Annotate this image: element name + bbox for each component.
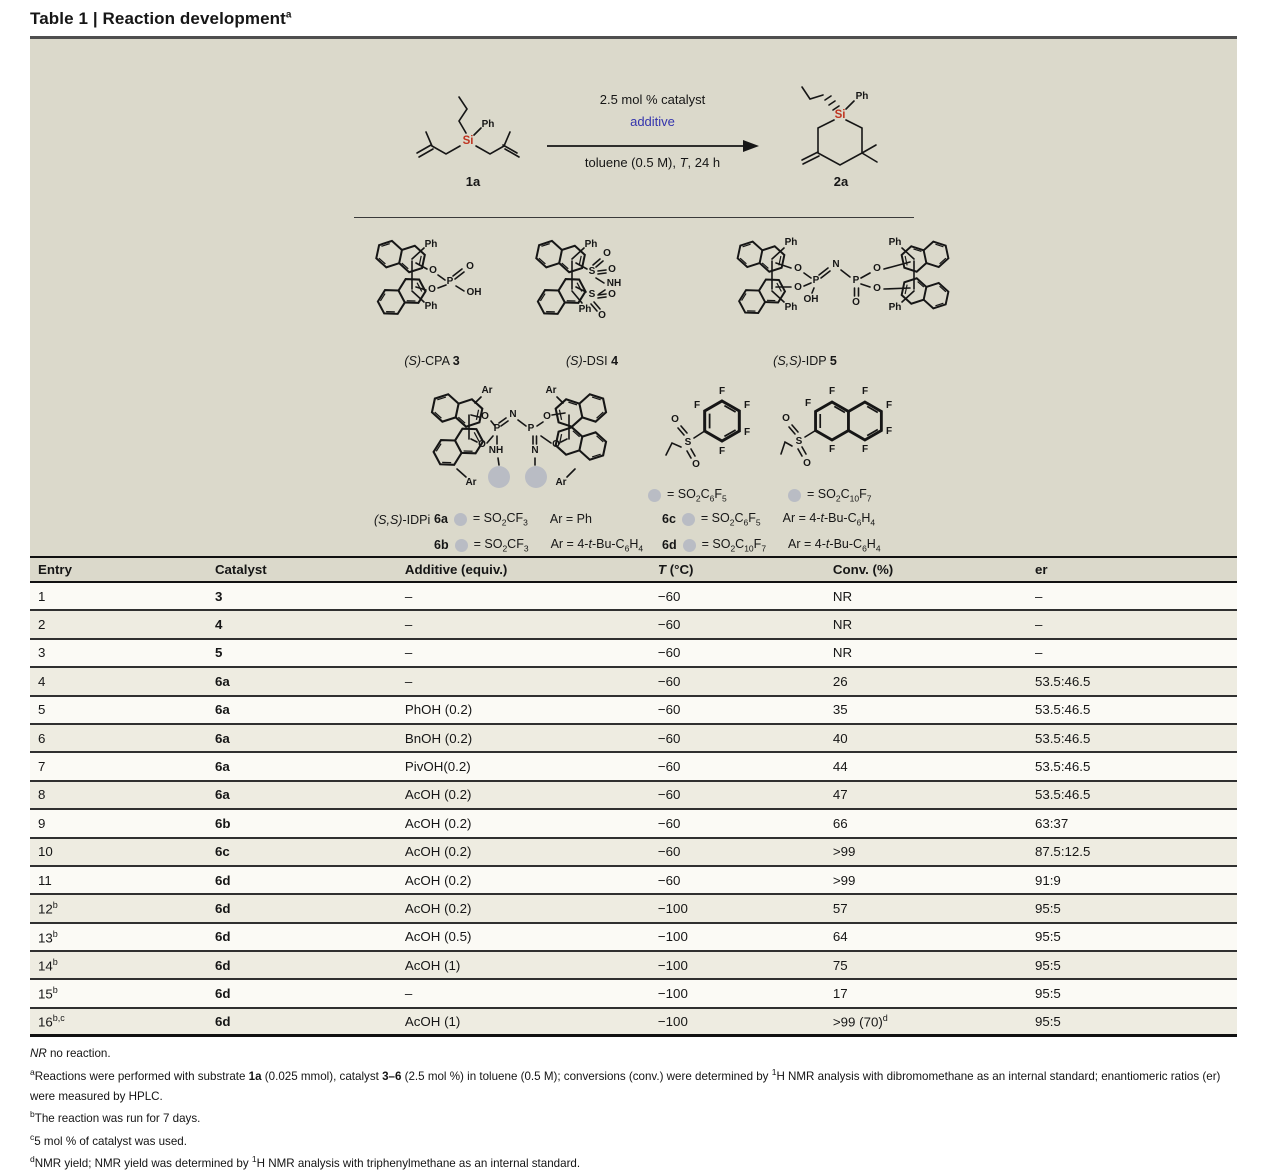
oxygen-label: O (852, 297, 860, 308)
table-cell: 57 (832, 900, 848, 916)
oxygen-label: O (543, 411, 551, 422)
table-cell: −100 (657, 986, 688, 1002)
table-cell: BnOH (0.2) (404, 730, 473, 746)
substrate-label: 1a (465, 174, 481, 189)
results-table (30, 556, 1237, 1037)
phenyl-label: Ph (784, 302, 798, 313)
table-cell: 11 (38, 872, 52, 888)
table-cell: AcOH (1) (404, 957, 461, 973)
column-header: T (°C) (657, 562, 694, 577)
table-cell: 12$^b$ (38, 900, 58, 917)
oxygen-label: O (873, 283, 881, 294)
sulfur-label: S (684, 437, 692, 448)
table-cell: – (1034, 617, 1043, 633)
silicon-atom-label: Si (462, 135, 474, 147)
table-cell: −60 (657, 617, 681, 633)
bond-lines (412, 248, 464, 302)
table-title-text: Table 1 | Reaction development (30, 9, 286, 28)
table-cell: −60 (657, 787, 681, 803)
table-cell: −60 (657, 673, 681, 689)
sulfur-label: S (795, 436, 803, 447)
table-cell: AcOH (0.5) (404, 929, 472, 945)
table-cell: >99 (832, 844, 856, 860)
hydroxyl-label: OH (466, 287, 482, 298)
fluorine-label: F (828, 444, 836, 455)
table-cell: 87.5:12.5 (1034, 844, 1091, 860)
table-row (30, 725, 1237, 753)
table-cell: 91:9 (1034, 872, 1061, 888)
legend-entry-6a (434, 511, 592, 528)
reaction-arrow (545, 138, 760, 154)
column-header: Additive (equiv.) (404, 562, 508, 577)
table-title (30, 9, 1270, 29)
table-cell: – (404, 645, 413, 661)
aryl-definition: $Ar = 4-t-Bu-C_6H_4$ (788, 537, 881, 554)
fluorine-label: F (804, 398, 812, 409)
table-cell: 2 (38, 617, 46, 633)
table-cell: −60 (657, 759, 681, 775)
legend-entry-6b (434, 537, 643, 554)
table-cell: −60 (657, 645, 681, 661)
table-cell: −60 (657, 815, 681, 831)
table-cell: NR (832, 617, 853, 633)
table-cell: – (404, 588, 413, 604)
amine-label: NH (488, 445, 504, 456)
legend-entry-6c (662, 511, 875, 528)
table-cell: 4 (38, 673, 46, 689)
table-cell: PhOH (0.2) (404, 702, 473, 718)
table-cell: AcOH (0.2) (404, 844, 472, 860)
phenyl-label: Ph (855, 91, 869, 102)
table-cell: −100 (657, 929, 688, 945)
fragment-formula: = $SO_2C_{10}F_7$ (807, 487, 872, 504)
footnote: $^d$NMR yield; NMR yield was determined by $^1$H NMR analysis with triphenylmethane as an internal standard. (30, 1153, 581, 1170)
column-header: Catalyst (214, 562, 267, 577)
substituent-dot (455, 539, 468, 552)
table-cell: 66 (832, 815, 848, 831)
table-cell: −60 (657, 588, 681, 604)
table-cell: 6d (214, 900, 231, 916)
table-cell: 75 (832, 957, 848, 973)
phenyl-label: Ph (424, 239, 438, 250)
substituent-dot (454, 513, 467, 526)
phenyl-label: Ph (888, 302, 902, 313)
table-cell: 6a (214, 787, 230, 803)
table-cell: PivOH(0.2) (404, 759, 471, 775)
structure-idp-5 (708, 225, 978, 353)
table-cell: 6d (214, 986, 231, 1002)
oxygen-label: O (552, 439, 560, 450)
table-cell: AcOH (0.2) (404, 872, 472, 888)
table-cell: 6a (214, 702, 230, 718)
table-cell: – (404, 986, 413, 1002)
footnote: $^c$5 mol % of catalyst was used. (30, 1131, 187, 1148)
bond-lines (772, 248, 914, 302)
table-cell: 7 (38, 759, 46, 775)
product-label: 2a (833, 174, 849, 189)
fluorine-label: F (718, 386, 726, 397)
fluorine-label: F (861, 444, 869, 455)
hydroxyl-label: OH (803, 294, 819, 305)
table-cell: 1 (38, 588, 46, 604)
table-cell: 9 (38, 815, 46, 831)
table-row (30, 952, 1237, 980)
table-cell: 5 (214, 645, 223, 661)
oxygen-label: O (478, 439, 486, 450)
table-cell: 4 (214, 617, 223, 633)
aryl-definition: Ar = Ph (549, 512, 592, 527)
sulfur-label: S (588, 289, 596, 300)
table-cell: −60 (657, 844, 681, 860)
table-cell: 14$^b$ (38, 957, 58, 974)
oxygen-label: O (873, 263, 881, 274)
structure-so2c6f5-fragment (650, 373, 775, 485)
phenyl-label: Ph (424, 301, 438, 312)
oxygen-label: O (803, 458, 811, 469)
nitrogen-label: N (832, 259, 840, 270)
table-cell: 13$^b$ (38, 928, 58, 946)
aryl-label: Ar (465, 477, 477, 488)
table-cell: −100 (657, 1014, 688, 1030)
oxygen-label: O (608, 264, 616, 275)
table-cell: −60 (657, 730, 681, 746)
structure-so2c10f7-fragment (776, 373, 941, 485)
table-cell: 6 (38, 730, 46, 746)
oxygen-label: O (429, 265, 437, 276)
table-row (30, 753, 1237, 781)
table-cell: 64 (832, 929, 848, 945)
table-cell: AcOH (1) (404, 1014, 461, 1030)
phenyl-label: Ph (584, 239, 598, 250)
table-cell: −100 (657, 900, 688, 916)
table-cell: >99 $(70)^d$ (832, 1013, 888, 1030)
oxygen-label: O (603, 248, 611, 259)
sulfur-label: S (588, 266, 596, 277)
catalyst-4-label: (S)-DSI 4 (565, 354, 619, 368)
fragment-legend-c10f7 (788, 487, 871, 504)
table-cell: AcOH (0.2) (404, 787, 472, 803)
table-row (30, 1009, 1237, 1037)
table-cell: 53.5:46.5 (1034, 673, 1091, 689)
oxygen-label: O (692, 459, 700, 470)
scheme-panel (30, 36, 1237, 556)
table-title-footnote-marker: a (285, 9, 292, 21)
table-cell: – (404, 673, 413, 689)
phosphorus-label: P (812, 275, 820, 286)
oxygen-label: O (598, 310, 606, 321)
table-cell: 6a (214, 759, 230, 775)
table-cell: 35 (832, 702, 848, 718)
catalyst-5-label: (S,S)-IDP 5 (773, 354, 837, 368)
column-header: er (1034, 562, 1048, 577)
table-cell: AcOH (0.2) (404, 815, 472, 831)
substituent-dot (682, 513, 695, 526)
conditions-line3: toluene (0.5 M), T, 24 h (584, 155, 721, 170)
fluorine-label: F (885, 426, 893, 437)
structure-cpa-3 (352, 225, 512, 353)
footnote: $^a$Reactions were performed with substrate 1a (0.025 mmol), catalyst 3–6 (2.5 mol %) in toluene (0.5 M); conversions (conv.) were determined by $^1$H NMR analysis with dibromomethane as an internal standard; enantiomeric ratios (er) were measured by HPLC. (30, 1066, 1221, 1103)
oxygen-label: O (782, 413, 790, 424)
table-cell: NR (832, 588, 853, 604)
aryl-definition: $Ar = 4-t-Bu-C_6H_4$ (550, 537, 644, 554)
oxygen-label: O (794, 263, 802, 274)
substituent-formula: = $SO_2CF_3$ (473, 537, 529, 554)
table-row (30, 839, 1237, 867)
column-header: Entry (38, 562, 72, 577)
table-row (30, 810, 1237, 838)
legend-entry-6d (662, 537, 881, 554)
table-row (30, 782, 1237, 810)
substituent-dot (788, 489, 801, 502)
substituent-dot (525, 466, 547, 488)
oxygen-label: O (428, 284, 436, 295)
table-row (30, 611, 1237, 639)
table-cell: AcOH (0.2) (404, 900, 472, 916)
table-row (30, 867, 1237, 895)
table-cell: 16$^{b,c}$ (38, 1013, 65, 1030)
table-cell: 3 (214, 588, 223, 604)
bond-lines (417, 97, 519, 157)
oxygen-label: O (671, 414, 679, 425)
aryl-label: Ar (545, 385, 557, 396)
table-cell: 95:5 (1034, 1014, 1061, 1030)
table-cell: 10 (38, 844, 53, 860)
table-cell: 5 (38, 702, 46, 718)
table-cell: >99 (832, 872, 856, 888)
footnotes (30, 1044, 1240, 1174)
table-cell: 6a (214, 730, 230, 746)
catalyst-3-label: (S)-CPA 3 (404, 354, 460, 368)
table-cell: 6a (214, 673, 230, 689)
table-cell: 63:37 (1034, 815, 1069, 831)
aryl-label: Ar (481, 385, 493, 396)
table-cell: 95:5 (1034, 900, 1061, 916)
table-cell: 53.5:46.5 (1034, 702, 1091, 718)
table-cell: −60 (657, 702, 681, 718)
phosphorus-label: P (446, 276, 454, 287)
oxygen-label: O (608, 289, 616, 300)
table-cell: 6c (214, 844, 230, 860)
catalyst-id: 6d (662, 538, 677, 553)
table-cell: 6d (214, 872, 231, 888)
table-cell: 8 (38, 787, 46, 803)
table-cell: 53.5:46.5 (1034, 787, 1091, 803)
table-cell: 47 (832, 787, 848, 803)
silicon-atom-label: Si (834, 109, 846, 121)
phosphorus-label: P (852, 275, 860, 286)
table-cell: 6d (214, 957, 231, 973)
oxygen-label: O (794, 282, 802, 293)
amine-label: NH (606, 278, 622, 289)
phenyl-label: Ph (888, 237, 902, 248)
table-cell: – (1034, 645, 1043, 661)
scheme-divider (354, 217, 914, 218)
table-row (30, 640, 1237, 668)
aryl-label: Ar (555, 477, 567, 488)
fluorine-label: F (885, 400, 893, 411)
table-header-row (30, 556, 1237, 583)
conditions-line1: 2.5 mol % catalyst (599, 92, 706, 107)
column-header: Conv. (%) (832, 562, 894, 577)
catalyst-6-series-label: (S,S)-IDPi (374, 513, 431, 527)
substituent-dot (683, 539, 696, 552)
substituent-formula: = $SO_2CF_3$ (472, 511, 528, 528)
table-cell: – (1034, 588, 1043, 604)
phosphorus-label: P (527, 423, 535, 434)
substituent-dot (648, 489, 661, 502)
table-cell: NR (832, 645, 853, 661)
structure-dsi-4 (512, 225, 672, 353)
phenyl-label: Ph (784, 237, 798, 248)
fluorine-label: F (861, 386, 869, 397)
table-cell: 53.5:46.5 (1034, 759, 1091, 775)
table-cell: 15$^b$ (38, 985, 58, 1002)
table-cell: 6b (214, 815, 231, 831)
table-row (30, 583, 1237, 611)
table-row (30, 697, 1237, 725)
fragment-formula: = $SO_2C_6F_5$ (667, 487, 727, 504)
phosphorus-label: P (493, 423, 501, 434)
footnote: $^b$The reaction was run for 7 days. (30, 1109, 201, 1126)
nitrogen-label: N (509, 409, 517, 420)
table-cell: 40 (832, 730, 848, 746)
catalyst-id: 6b (434, 538, 449, 553)
fluorine-label: F (828, 386, 836, 397)
fluorine-label: F (743, 400, 751, 411)
footnote: NR no reaction. (30, 1047, 111, 1061)
catalyst-id: 6c (662, 512, 676, 527)
table-row (30, 668, 1237, 696)
catalyst-id: 6a (434, 512, 448, 527)
substituent-formula: = $SO_2C_6F_5$ (700, 511, 761, 528)
table-cell: 26 (832, 673, 848, 689)
table-cell: −60 (657, 872, 681, 888)
table-cell: 6d (214, 929, 231, 945)
table-cell: −100 (657, 957, 688, 973)
phenyl-label: Ph (481, 119, 495, 130)
fluorine-label: F (718, 446, 726, 457)
nitrogen-label: N (531, 445, 539, 456)
table-row (30, 895, 1237, 923)
phenyl-label: Ph (578, 304, 592, 315)
table-body (30, 583, 1237, 1037)
table-cell: – (404, 617, 413, 633)
table-cell: 95:5 (1034, 929, 1061, 945)
oxygen-label: O (481, 411, 489, 422)
fluorine-label: F (693, 400, 701, 411)
fragment-legend-c6f5 (648, 487, 727, 504)
oxygen-label: O (466, 261, 474, 272)
table-cell: 95:5 (1034, 986, 1061, 1002)
aryl-definition: $Ar = 4-t-Bu-C_6H_4$ (782, 511, 876, 528)
fluorine-label: F (743, 427, 751, 438)
table-row (30, 924, 1237, 952)
table-cell: 53.5:46.5 (1034, 730, 1091, 746)
substituent-dot (488, 466, 510, 488)
table-cell: 95:5 (1034, 957, 1061, 973)
table-cell: 17 (832, 986, 848, 1002)
conditions-additive: additive (630, 114, 675, 129)
table-cell: 3 (38, 645, 46, 661)
table-cell: 44 (832, 759, 848, 775)
table-cell: 6d (214, 1014, 231, 1030)
table-row (30, 980, 1237, 1008)
substituent-formula: = $SO_2C_{10}F_7$ (701, 537, 767, 554)
